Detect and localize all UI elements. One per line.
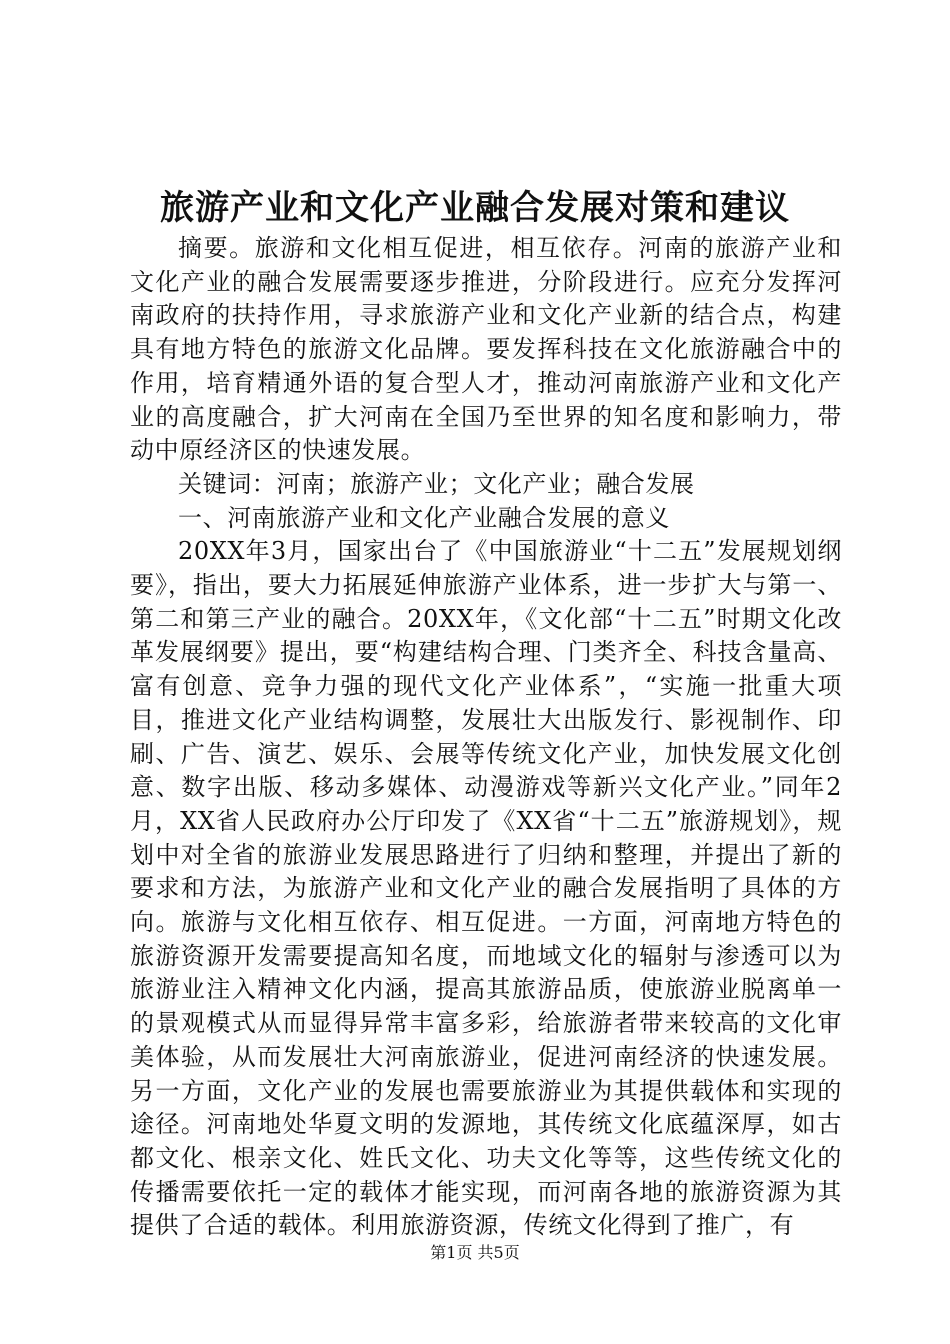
document-body	[130, 232, 842, 1243]
keywords-paragraph: 关键词：河南；旅游产业；文化产业；融合发展	[178, 469, 695, 498]
page-footer: 第1页 共5页	[430, 1243, 520, 1262]
section-heading: 一、河南旅游产业和文化产业融合发展的意义	[178, 503, 670, 532]
abstract-paragraph: 摘要。旅游和文化相互促进，相互依存。河南的旅游产业和文化产业的融合发展需要逐步推进，分阶段进行。应充分发挥河南政府的扶持作用，寻求旅游产业和文化产业新的结合点，构建具有地方特色的旅游文化品牌。要发挥科技在文化旅游融合中的作用，培育精通外语的复合型人才，推动河南旅游产业和文化产业的高度融合，扩大河南在全国乃至世界的知名度和影响力，带动中原经济区的快速发展。	[130, 234, 842, 465]
body-paragraph: 20XX年3月，国家出台了《中国旅游业“十二五”发展规划纲要》，指出，要大力拓展延伸旅游产业体系，进一步扩大与第一、第二和第三产业的融合。20XX年，《文化部“十二五”时期文化改革发展纲要》提出，要“构建结构合理、门类齐全、科技含量高、富有创意、竞争力强的现代文化产业体系”，“实施一批重大项目，推进文化产业结构调整，发展壮大出版发行、影视制作、印刷、广告、演艺、娱乐、会展等传统文化产业，加快发展文化创意、数字出版、移动多媒体、动漫游戏等新兴文化产业。”同年2月，XX省人民政府办公厅印发了《XX省“十二五”旅游规划》，规划中对全省的旅游业发展思路进行了归纳和整理，并提出了新的要求和方法，为旅游产业和文化产业的融合发展指明了具体的方向。旅游与文化相互依存、相互促进。一方面，河南地方特色的旅游资源开发需要提高知名度，而地域文化的辐射与渗透可以为旅游业注入精神文化内涵，提高其旅游品质，使旅游业脱离单一的景观模式从而显得异常丰富多彩，给旅游者带来较高的文化审美体验，从而发展壮大河南旅游业，促进河南经济的快速发展。另一方面，文化产业的发展也需要旅游业为其提供载体和实现的途径。河南地处华夏文明的发源地，其传统文化底蕴深厚，如古都文化、根亲文化、姓氏文化、功夫文化等等，这些传统文化的传播需要依托一定的载体才能实现，而河南各地的旅游资源为其提供了合适的载体。利用旅游资源，传统文化得到了推广，有	[130, 537, 842, 1240]
document-title: 旅游产业和文化产业融合发展对策和建议	[160, 188, 790, 228]
